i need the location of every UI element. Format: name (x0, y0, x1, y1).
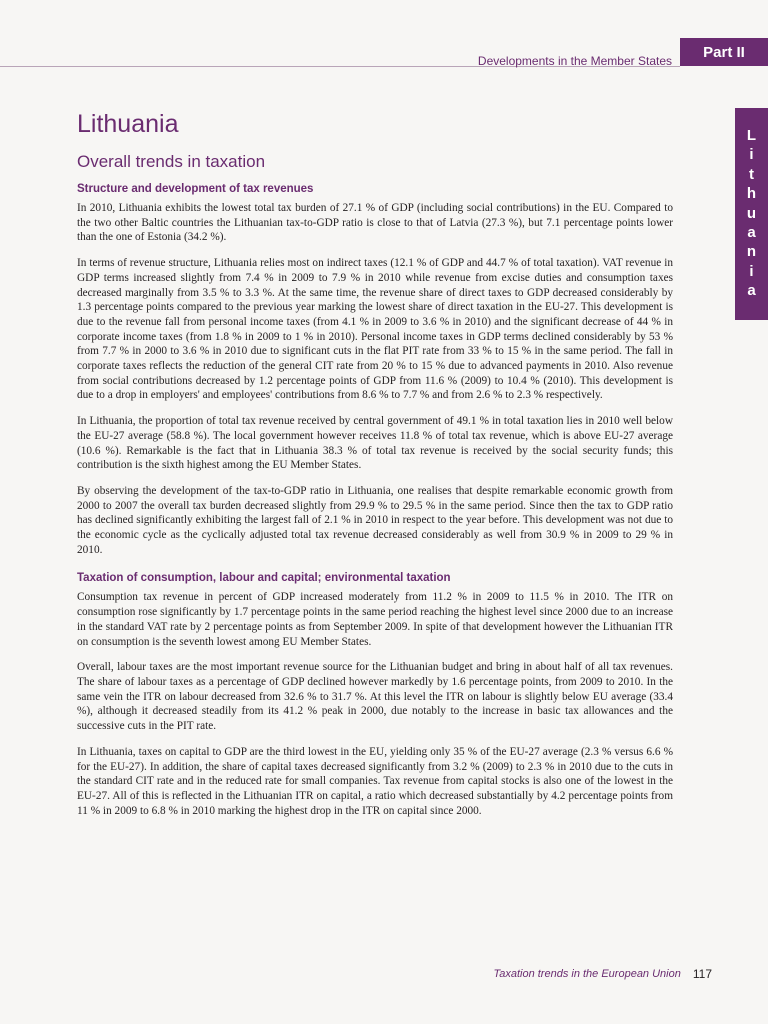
side-tab-letter: a (747, 224, 756, 242)
side-tab-letter: i (749, 146, 754, 164)
section-title: Developments in the Member States (477, 54, 672, 68)
body-paragraph: In Lithuania, taxes on capital to GDP are the third lowest in the EU, yielding only 35 % of the EU-27 average (2.3 % versus 6.6 % for the EU-27). In addition, the share of capital taxes decreased significantly from 3.2 % (2009) to 2.3 % in 2010 due to the cuts in the standard CIT rate and in the reduced rate for small companies. Tax revenue from capital stocks is also one of the lowest in the EU-27. All of this is reflected in the Lithuanian ITR on capital, a ratio which decreased substantially by 4.2 percentage points from 11 % in 2009 to 6.8 % in 2010 marking the highest drop in the ITR on capital since 2000. (77, 745, 673, 817)
body-paragraph: By observing the development of the tax-to-GDP ratio in Lithuania, one realises that despite remarkable economic growth from 2000 to 2007 the overall tax burden decreased slightly from 29.9 % to 29.5 % in the same period. Since then the tax to GDP ratio has declined significantly exhibiting the largest fall of 2.1 % in 2010 in respect to the year before. This development was not due to the economic cycle as the cyclically adjusted total tax revenue decreased considerably as well from 30.9 % in 2009 to 29 % in 2010. (77, 484, 673, 556)
body-paragraph: In terms of revenue structure, Lithuania relies most on indirect taxes (12.1 % of GDP and 44.7 % of total taxation). VAT revenue in GDP terms increased slightly from 7.4 % in 2009 to 7.9 % in 2010 while revenue from excise duties and consumption taxes decreased marginally from 3.5 % to 3.3 %. At the same time, the revenue share of direct taxes to GDP decreased considerably by 1.3 percentage points compared to the previous year marking the lowest share of direct taxation in the EU-27. This development is due to the revenue fall from personal income taxes (from 4.1 % in 2009 to 3.6 % in 2010) and the significant decrease of 44 % in corporate income taxes (from 1.8 % in 2009 to 1 % in 2010). Personal income taxes in GDP terms declined considerably by 53 % from 7.7 % in 2000 to 3.6 % in 2010 due to significant cuts in the flat PIT rate from 33 % to 15 % in the same period. The fall in corporate taxes reflects the reduction of the general CIT rate from 20 % to 15 % due to advanced payments in 2010. Also revenue from social contributions decreased by 1.2 percentage points of GDP from 11.6 % (2009) to 10.4 % (2010). This development is due to a drop in employers' and employees' contributions from 8.6 % to 7.7 % and from 2.6 % to 2.3 % respectively. (77, 257, 673, 402)
side-tab-letter: a (747, 282, 756, 300)
main-content (77, 110, 673, 829)
country-side-tab (735, 108, 768, 320)
body-paragraph: Overall, labour taxes are the most important revenue source for the Lithuanian budget and bring in about half of all tax revenues. The share of labour taxes as a percentage of GDP declined however markedly by 1.6 percentage points, from 2009 to 2010. In the same vein the ITR on labour decreased from 32.6 % to 31.7 %. At this level the ITR on labour is slightly below EU average (33.4 %), although it decreased steadily from its 41.2 % peak in 2000, due notably to the increase in basic tax allowances and the successive cuts in the PIT rate. (77, 661, 673, 733)
body-paragraph: In Lithuania, the proportion of total tax revenue received by central government of 49.1 % in total taxation lies in 2010 well below the EU-27 average (58.8 %). The local government however receives 11.8 % of total tax revenue, which is above EU-27 average (10.6 %). Remarkable is the fact that in Lithuania 38.3 % of total tax revenue is received by the social security funds; this contribution is the sixth highest among the EU Member States. (77, 415, 673, 472)
side-tab-letter: u (746, 204, 757, 222)
publication-title: Taxation trends in the European Union (493, 968, 681, 980)
side-tab-letter: t (749, 165, 754, 183)
body-paragraph: In 2010, Lithuania exhibits the lowest total tax burden of 27.1 % of GDP (including social contributions) in the EU. Compared to the two other Baltic countries the Lithuanian tax-to-GDP ratio is close to that of Latvia (27.3 %), but 7.1 percentage points lower than the one of Estonia (34.2 %). (77, 202, 673, 244)
part-label: Part II (680, 38, 768, 66)
page-footer (494, 967, 712, 981)
page-number: 117 (692, 967, 712, 981)
side-tab-letter: i (749, 262, 754, 280)
side-tab-letter: h (746, 185, 757, 203)
subsection-heading-consumption: Taxation of consumption, labour and capital; environmental taxation (77, 572, 451, 585)
subsection-heading-revenues: Structure and development of tax revenues (77, 183, 314, 195)
side-tab-letter: L (746, 127, 757, 144)
side-tab-letter: n (746, 243, 757, 261)
section-subtitle: Overall trends in taxation (77, 152, 266, 171)
body-paragraph: Consumption tax revenue in percent of GDP increased moderately from 11.2 % in 2009 to 11.5 % in 2010. The ITR on consumption rose significantly by 1.7 percentage points in the same period reaching the highest level since 2000 due to an increase in the standard VAT rate by 2 percentage points as from September 2009. In spite of that development however the Lithuanian ITR on consumption is the seventh lowest among EU Member States. (77, 591, 673, 648)
page-title: Lithuania (77, 110, 179, 138)
